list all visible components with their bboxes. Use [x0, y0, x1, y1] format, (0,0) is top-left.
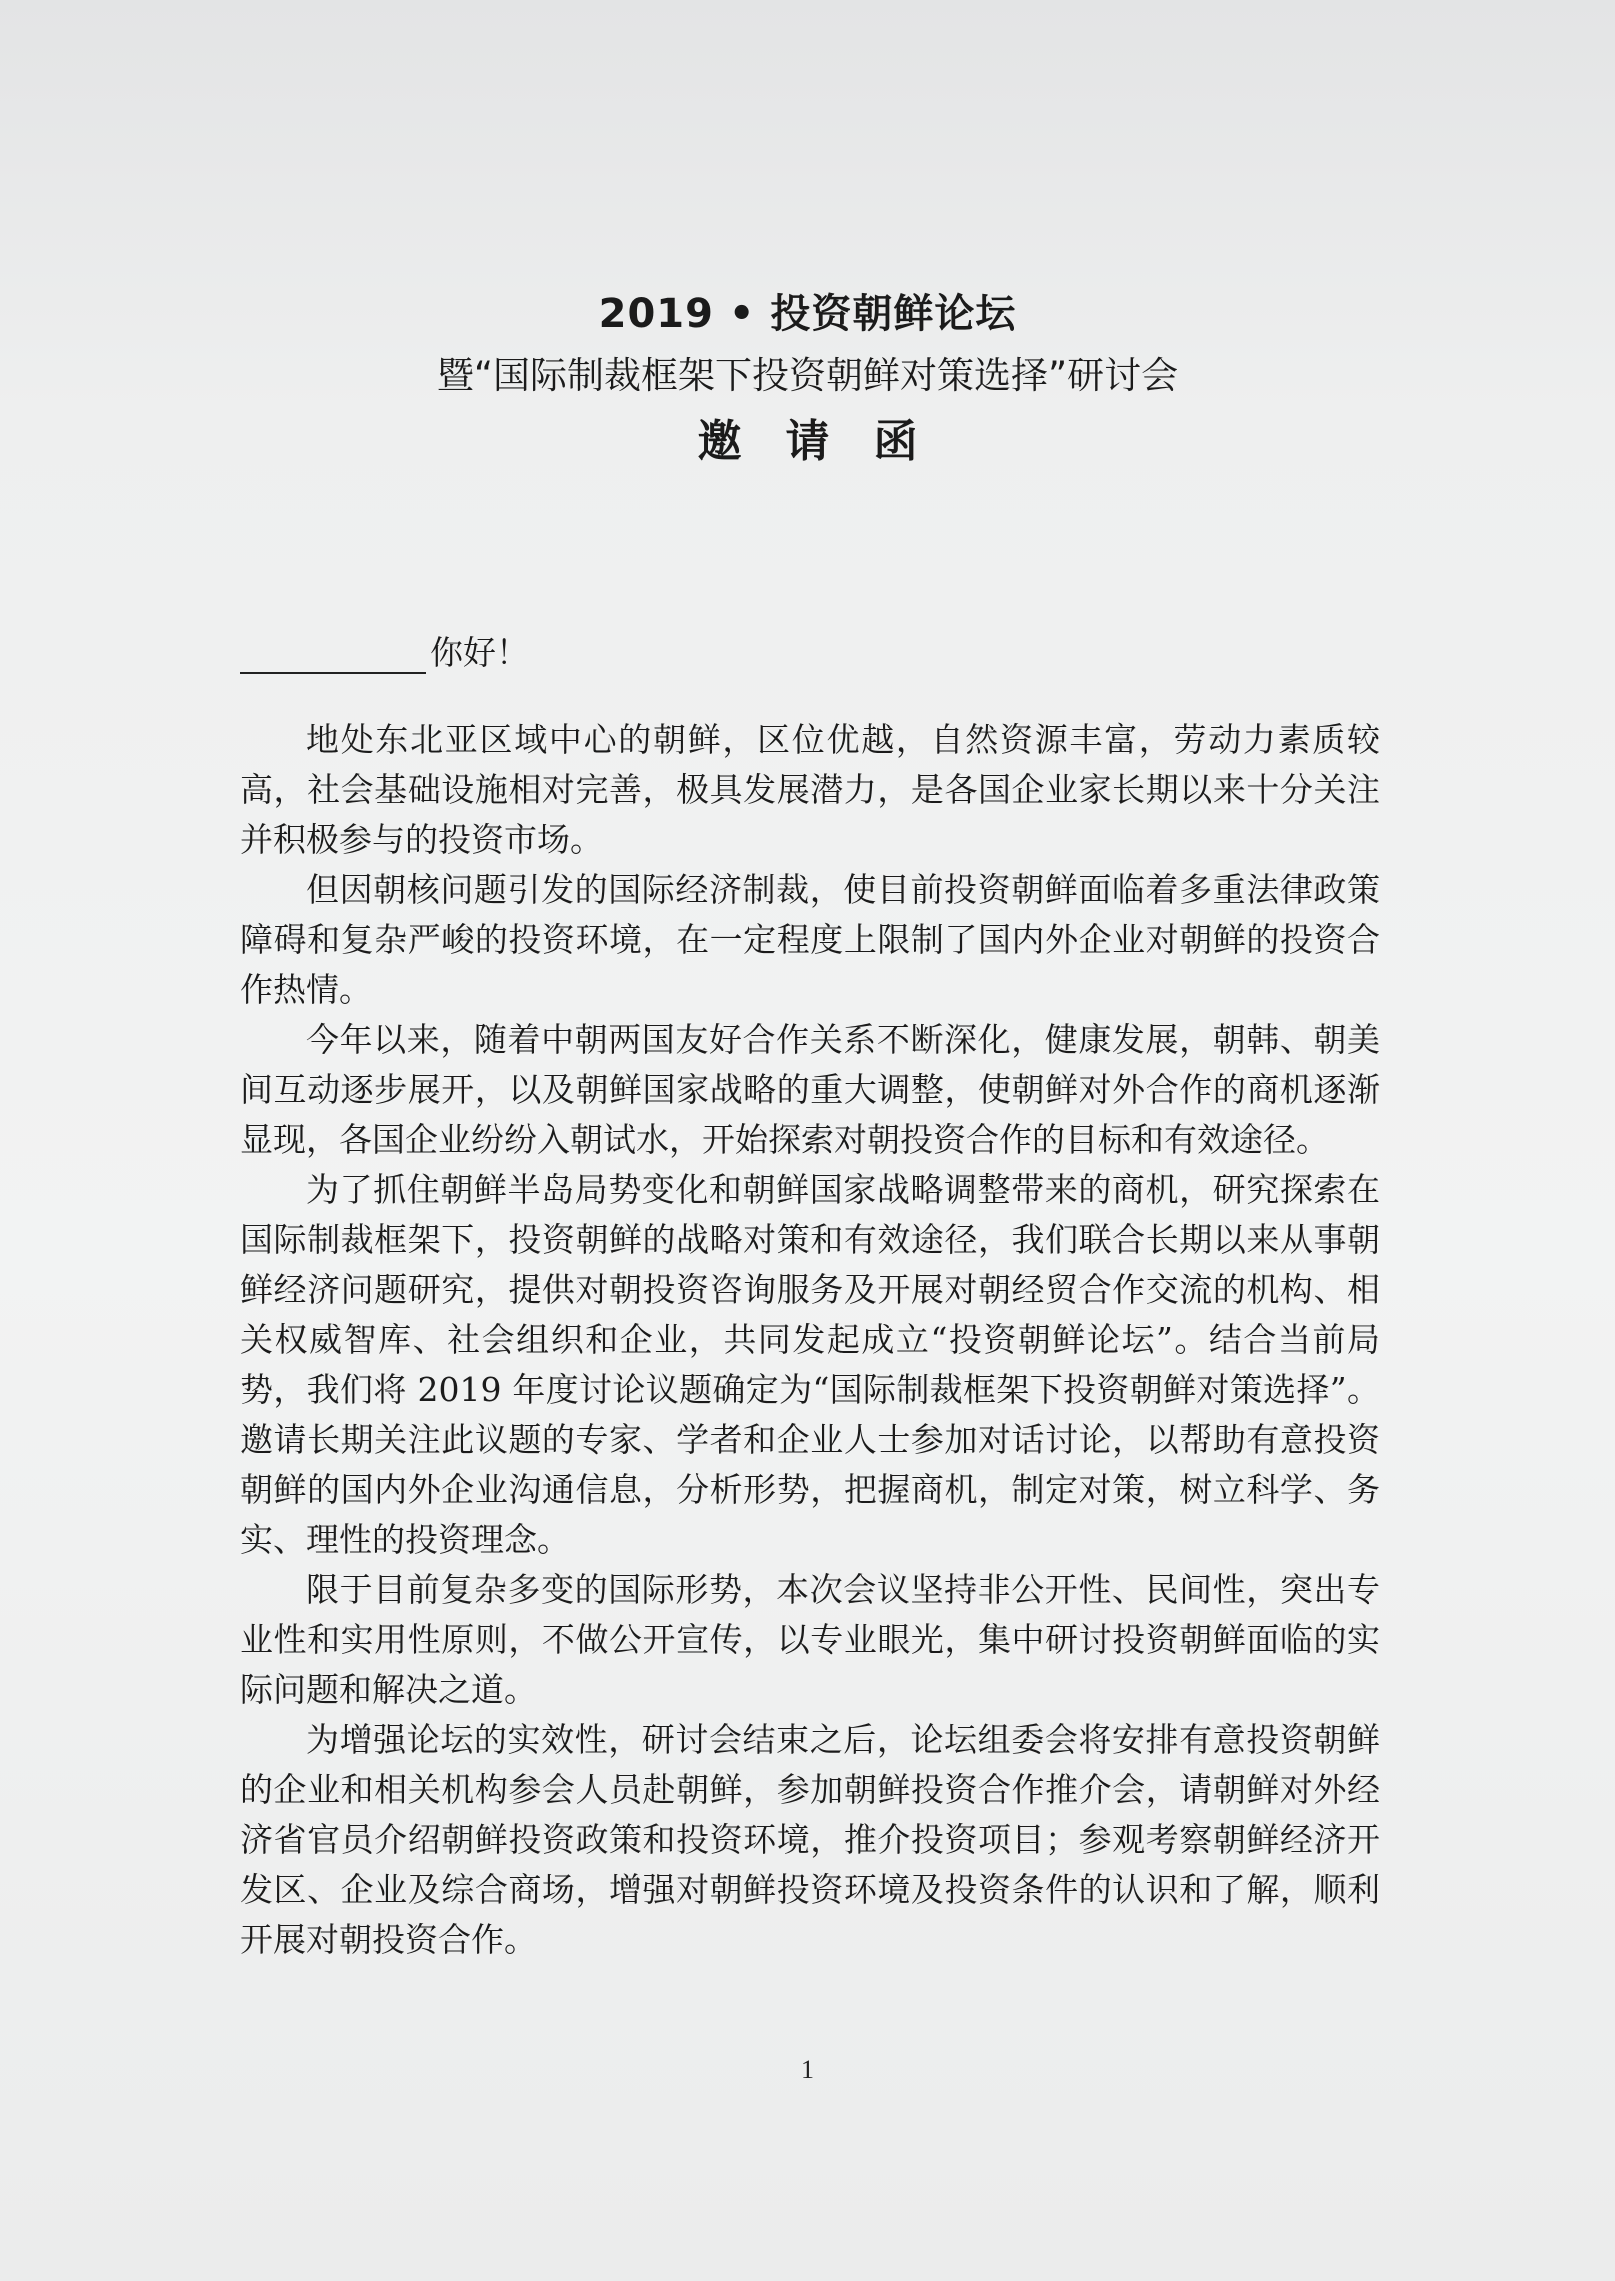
paragraph: 地处东北亚区域中心的朝鲜，区位优越，自然资源丰富，劳动力素质较高，社会基础设施相对完善，极具发展潜力，是各国企业家长期以来十分关注并积极参与的投资市场。	[240, 720, 1380, 859]
paragraph: 限于目前复杂多变的国际形势，本次会议坚持非公开性、民间性，突出专业性和实用性原则，不做公开宣传，以专业眼光，集中研讨投资朝鲜面临的实际问题和解决之道。	[240, 1570, 1380, 1709]
paragraph: 今年以来，随着中朝两国友好合作关系不断深化，健康发展，朝韩、朝美间互动逐步展开，以及朝鲜国家战略的重大调整，使朝鲜对外合作的商机逐渐显现，各国企业纷纷入朝试水，开始探索对朝投资合作的目标和有效途径。	[240, 1020, 1380, 1159]
paragraph: 为了抓住朝鲜半岛局势变化和朝鲜国家战略调整带来的商机，研究探索在国际制裁框架下，投资朝鲜的战略对策和有效途径，我们联合长期以来从事朝鲜经济问题研究，提供对朝投资咨询服务及开展对朝经贸合作交流的机构、相关权威智库、社会组织和企业，共同发起成立“投资朝鲜论坛”。结合当前局势，我们将 2019 年度讨论议题确定为“国际制裁框架下投资朝鲜对策选择”。邀请长期关注此议题的专家、学者和企业人士参加对话讨论，以帮助有意投资朝鲜的国内外企业沟通信息，分析形势，把握商机，制定对策，树立科学、务实、理性的投资理念。	[240, 1170, 1380, 1559]
greeting-line	[240, 627, 529, 674]
forum-title: 2019 • 投资朝鲜论坛	[598, 291, 1017, 337]
paragraph: 为增强论坛的实效性，研讨会结束之后，论坛组委会将安排有意投资朝鲜的企业和相关机构参会人员赴朝鲜，参加朝鲜投资合作推介会，请朝鲜对外经济省官员介绍朝鲜投资政策和投资环境，推介投资项目；参观考察朝鲜经济开发区、企业及综合商场，增强对朝鲜投资环境及投资条件的认识和了解，顺利开展对朝投资合作。	[240, 1720, 1380, 1959]
seminar-subtitle: 暨“国际制裁框架下投资朝鲜对策选择”研讨会	[436, 354, 1179, 397]
recipient-blank	[240, 638, 426, 674]
paragraph: 但因朝核问题引发的国际经济制裁，使目前投资朝鲜面临着多重法律政策障碍和复杂严峻的投资环境，在一定程度上限制了国内外企业对朝鲜的投资合作热情。	[240, 870, 1380, 1009]
invitation-heading: 邀请函	[697, 416, 962, 467]
page-number: 1	[801, 2055, 814, 2084]
greeting-text: 你好！	[430, 633, 529, 672]
letter-body	[240, 715, 1380, 1965]
